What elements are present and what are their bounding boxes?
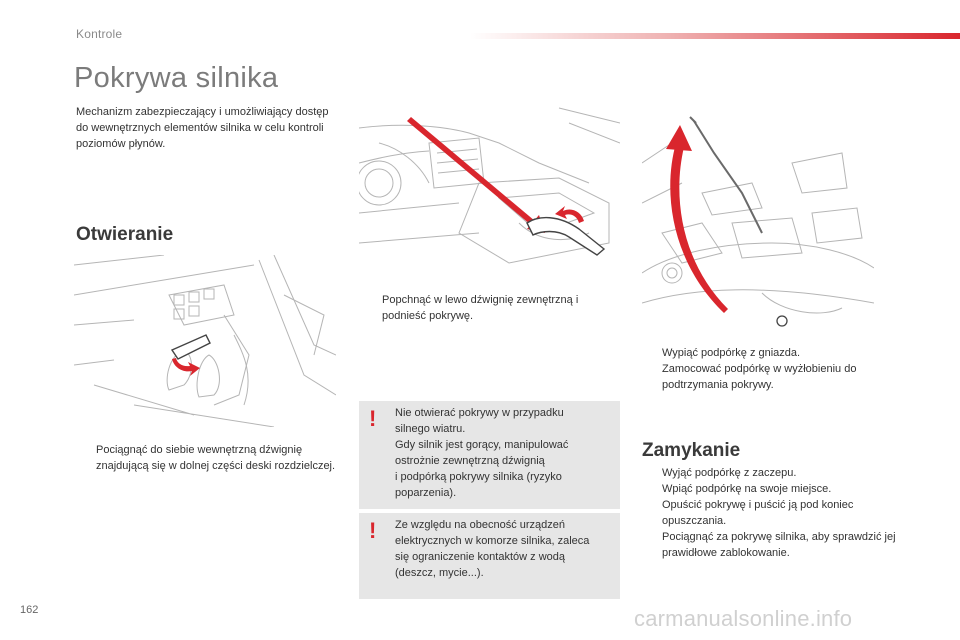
list-item: Wypiąć podpórkę z gniazda.	[662, 347, 801, 359]
page-title: Pokrywa silnika	[74, 62, 279, 94]
opening-step-list-2	[362, 292, 614, 324]
list-item: Zamocować podpórkę w wyżłobieniu do podtrzymania pokrywy.	[662, 363, 857, 391]
closing-step-list	[642, 465, 904, 561]
interior-lever	[172, 335, 210, 359]
intro-paragraph: Mechanizm zabezpieczający i umożliwiający dostęp do wewnętrznych elementów silnika w celu kontroli poziomów płynów.	[76, 106, 329, 150]
list-item: Pociągnąć za pokrywę silnika, aby sprawdzić jej prawidłowe zablokowanie.	[662, 531, 896, 559]
header-accent-bar	[470, 33, 960, 39]
warning-note-wind-heat	[359, 401, 620, 509]
warning-text: Nie otwierać pokrywy w przypadku silnego wiatru. Gdy silnik jest gorący, manipulować ostrożnie zewnętrzną dźwignią i podpórką pokrywy silnika (ryzyko poparzenia).	[395, 407, 569, 499]
opening-heading: Otwieranie	[76, 224, 174, 245]
exterior-lever	[527, 218, 604, 255]
section-label: Kontrole	[76, 27, 123, 41]
page-number: 162	[20, 604, 39, 616]
hood-stay-rod	[690, 117, 762, 233]
list-item: Popchnąć w lewo dźwignię zewnętrzną i podnieść pokrywę.	[382, 294, 579, 322]
pull-arrow-icon	[172, 358, 200, 376]
stay-socket	[777, 316, 787, 326]
hood-stay-illustration	[642, 103, 874, 335]
lift-arrow-icon	[407, 117, 545, 233]
watermark: carmanualsonline.info	[634, 606, 853, 631]
list-item: Pociągnąć do siebie wewnętrzną dźwignię znajdującą się w dolnej części deski rozdzielczej.	[96, 444, 336, 472]
closing-heading: Zamykanie	[642, 440, 741, 461]
list-item: Wyjąć podpórkę z zaczepu.	[662, 467, 797, 479]
warning-icon: !	[369, 518, 377, 543]
list-item: Opuścić pokrywę i puścić ją pod koniec opuszczania.	[662, 499, 854, 527]
opening-step-list-3	[642, 345, 902, 393]
list-item: Wpiąć podpórkę na swoje miejsce.	[662, 483, 832, 495]
raise-hood-arrow-icon	[666, 125, 728, 313]
warning-text: Ze względu na obecność urządzeń elektrycznych w komorze silnika, zaleca się ograniczenie kontaktów z wodą (deszcz, mycie...).	[395, 519, 590, 579]
warning-icon: !	[369, 406, 377, 431]
interior-lever-illustration	[74, 255, 336, 427]
opening-step-list-1	[76, 442, 338, 474]
warning-note-water	[359, 513, 620, 599]
exterior-lever-illustration	[359, 103, 620, 273]
